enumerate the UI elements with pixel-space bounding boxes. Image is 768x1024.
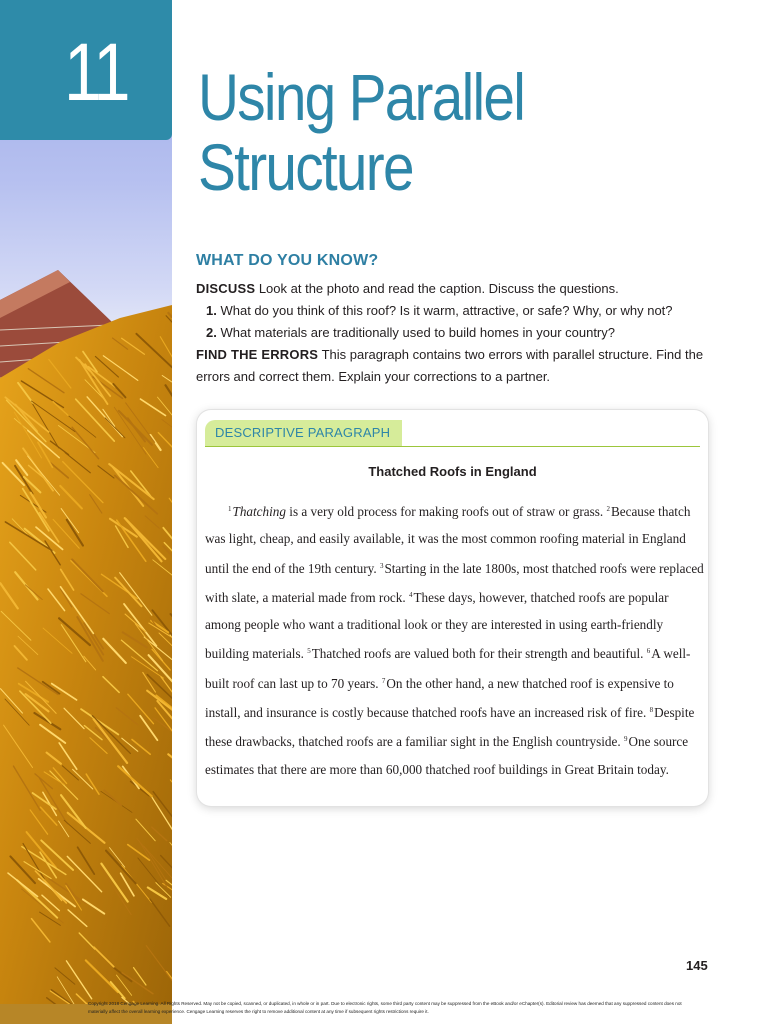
chapter-number-tab: [0, 0, 172, 140]
sentence-number: 3: [379, 561, 384, 570]
sentence-text: These days, however, thatched roofs are popular among people who want a traditional look or they are interested in using earth-friendly building materials.: [205, 589, 669, 662]
sentence-text: Despite these drawbacks, thatched roofs are a familiar sight in the English countryside.: [205, 705, 695, 750]
sentence-text: On the other hand, a new thatched roof is expensive to install, and insurance is costly because thatched roofs have an increased risk of fire.: [205, 675, 674, 721]
sentence-number: 4: [408, 590, 413, 599]
sentence-text: One source estimates that there are more than 60,000 thatched roof buildings in Great Britain today.: [205, 734, 689, 777]
copyright-notice: Copyright 2018 Cengage Learning. All Rights Reserved. May not be copied, scanned, or duplicated, in whole or in part. Due to electronic rights, some third party content may be suppressed from the eBook and/or eChapter(s). Editorial review has deemed that any suppressed content does not materially affect the overall learning experience. Cengage Learning reserves the right to remove additional content at any time if subsequent rights restrictions require it.: [88, 1001, 682, 1014]
find-errors-line: [196, 344, 716, 388]
descriptive-paragraph-card: [197, 410, 708, 806]
sentence-number: 6: [646, 647, 651, 656]
sentence-number: 2: [606, 505, 610, 513]
sentence-1: [228, 504, 606, 519]
find-errors-label: FIND THE ERRORS: [196, 347, 319, 362]
card-divider: [205, 446, 700, 447]
sentence-number: 7: [381, 676, 386, 685]
sentence-text: is a very old process for making roofs out of straw or grass.: [285, 504, 607, 519]
card-title: Thatched Roofs in England: [368, 464, 537, 479]
italic-term: Thatching: [232, 504, 286, 519]
discuss-line: [196, 278, 716, 300]
chapter-number: 11: [64, 27, 128, 118]
sentence-5: [307, 646, 647, 661]
sentence-text: Starting in the late 1800s, most thatched roofs were replaced with slate, a material made from rock.: [205, 560, 704, 605]
sentence-number: 5: [307, 647, 311, 656]
question-2: [196, 322, 716, 344]
question-1: [196, 300, 716, 322]
sentence-number: 9: [623, 735, 628, 744]
discuss-label: DISCUSS: [196, 281, 256, 296]
discuss-text: Look at the photo and read the caption. Discuss the questions.: [258, 281, 619, 296]
page-number: 145: [686, 958, 708, 973]
thatched-roof-illustration: [0, 0, 172, 1024]
paragraph-body: [205, 496, 705, 783]
sentence-number: 8: [649, 706, 654, 715]
chapter-title-line-1: Using Parallel: [198, 60, 525, 134]
find-errors-text: This paragraph contains two errors with parallel structure. Find the errors and correct them. Explain your corrections to a partner.: [196, 347, 704, 384]
chapter-title-line-2: Structure: [198, 130, 413, 204]
discuss-section: [196, 278, 716, 388]
question-text: What materials are traditionally used to build homes in your country?: [220, 325, 615, 340]
thatched-roof-photo: [0, 0, 172, 1024]
question-number: 2.: [206, 325, 217, 340]
question-number: 1.: [206, 303, 217, 318]
question-text: What do you think of this roof? Is it warm, attractive, or safe? Why, or why not?: [220, 303, 673, 318]
chapter-title: [198, 62, 524, 202]
sentence-text: Thatched roofs are valued both for their strength and beautiful.: [311, 646, 647, 662]
card-tab-label: DESCRIPTIVE PARAGRAPH: [205, 420, 402, 446]
sentence-text: A well-built roof can last up to 70 years.: [205, 646, 691, 691]
sentence-text: Because thatch was light, cheap, and easily available, it was the most common roofing material in England until the end of the 19th century.: [205, 504, 691, 576]
section-heading: WHAT DO YOU KNOW?: [196, 252, 379, 269]
sentence-number: 1: [228, 505, 232, 513]
